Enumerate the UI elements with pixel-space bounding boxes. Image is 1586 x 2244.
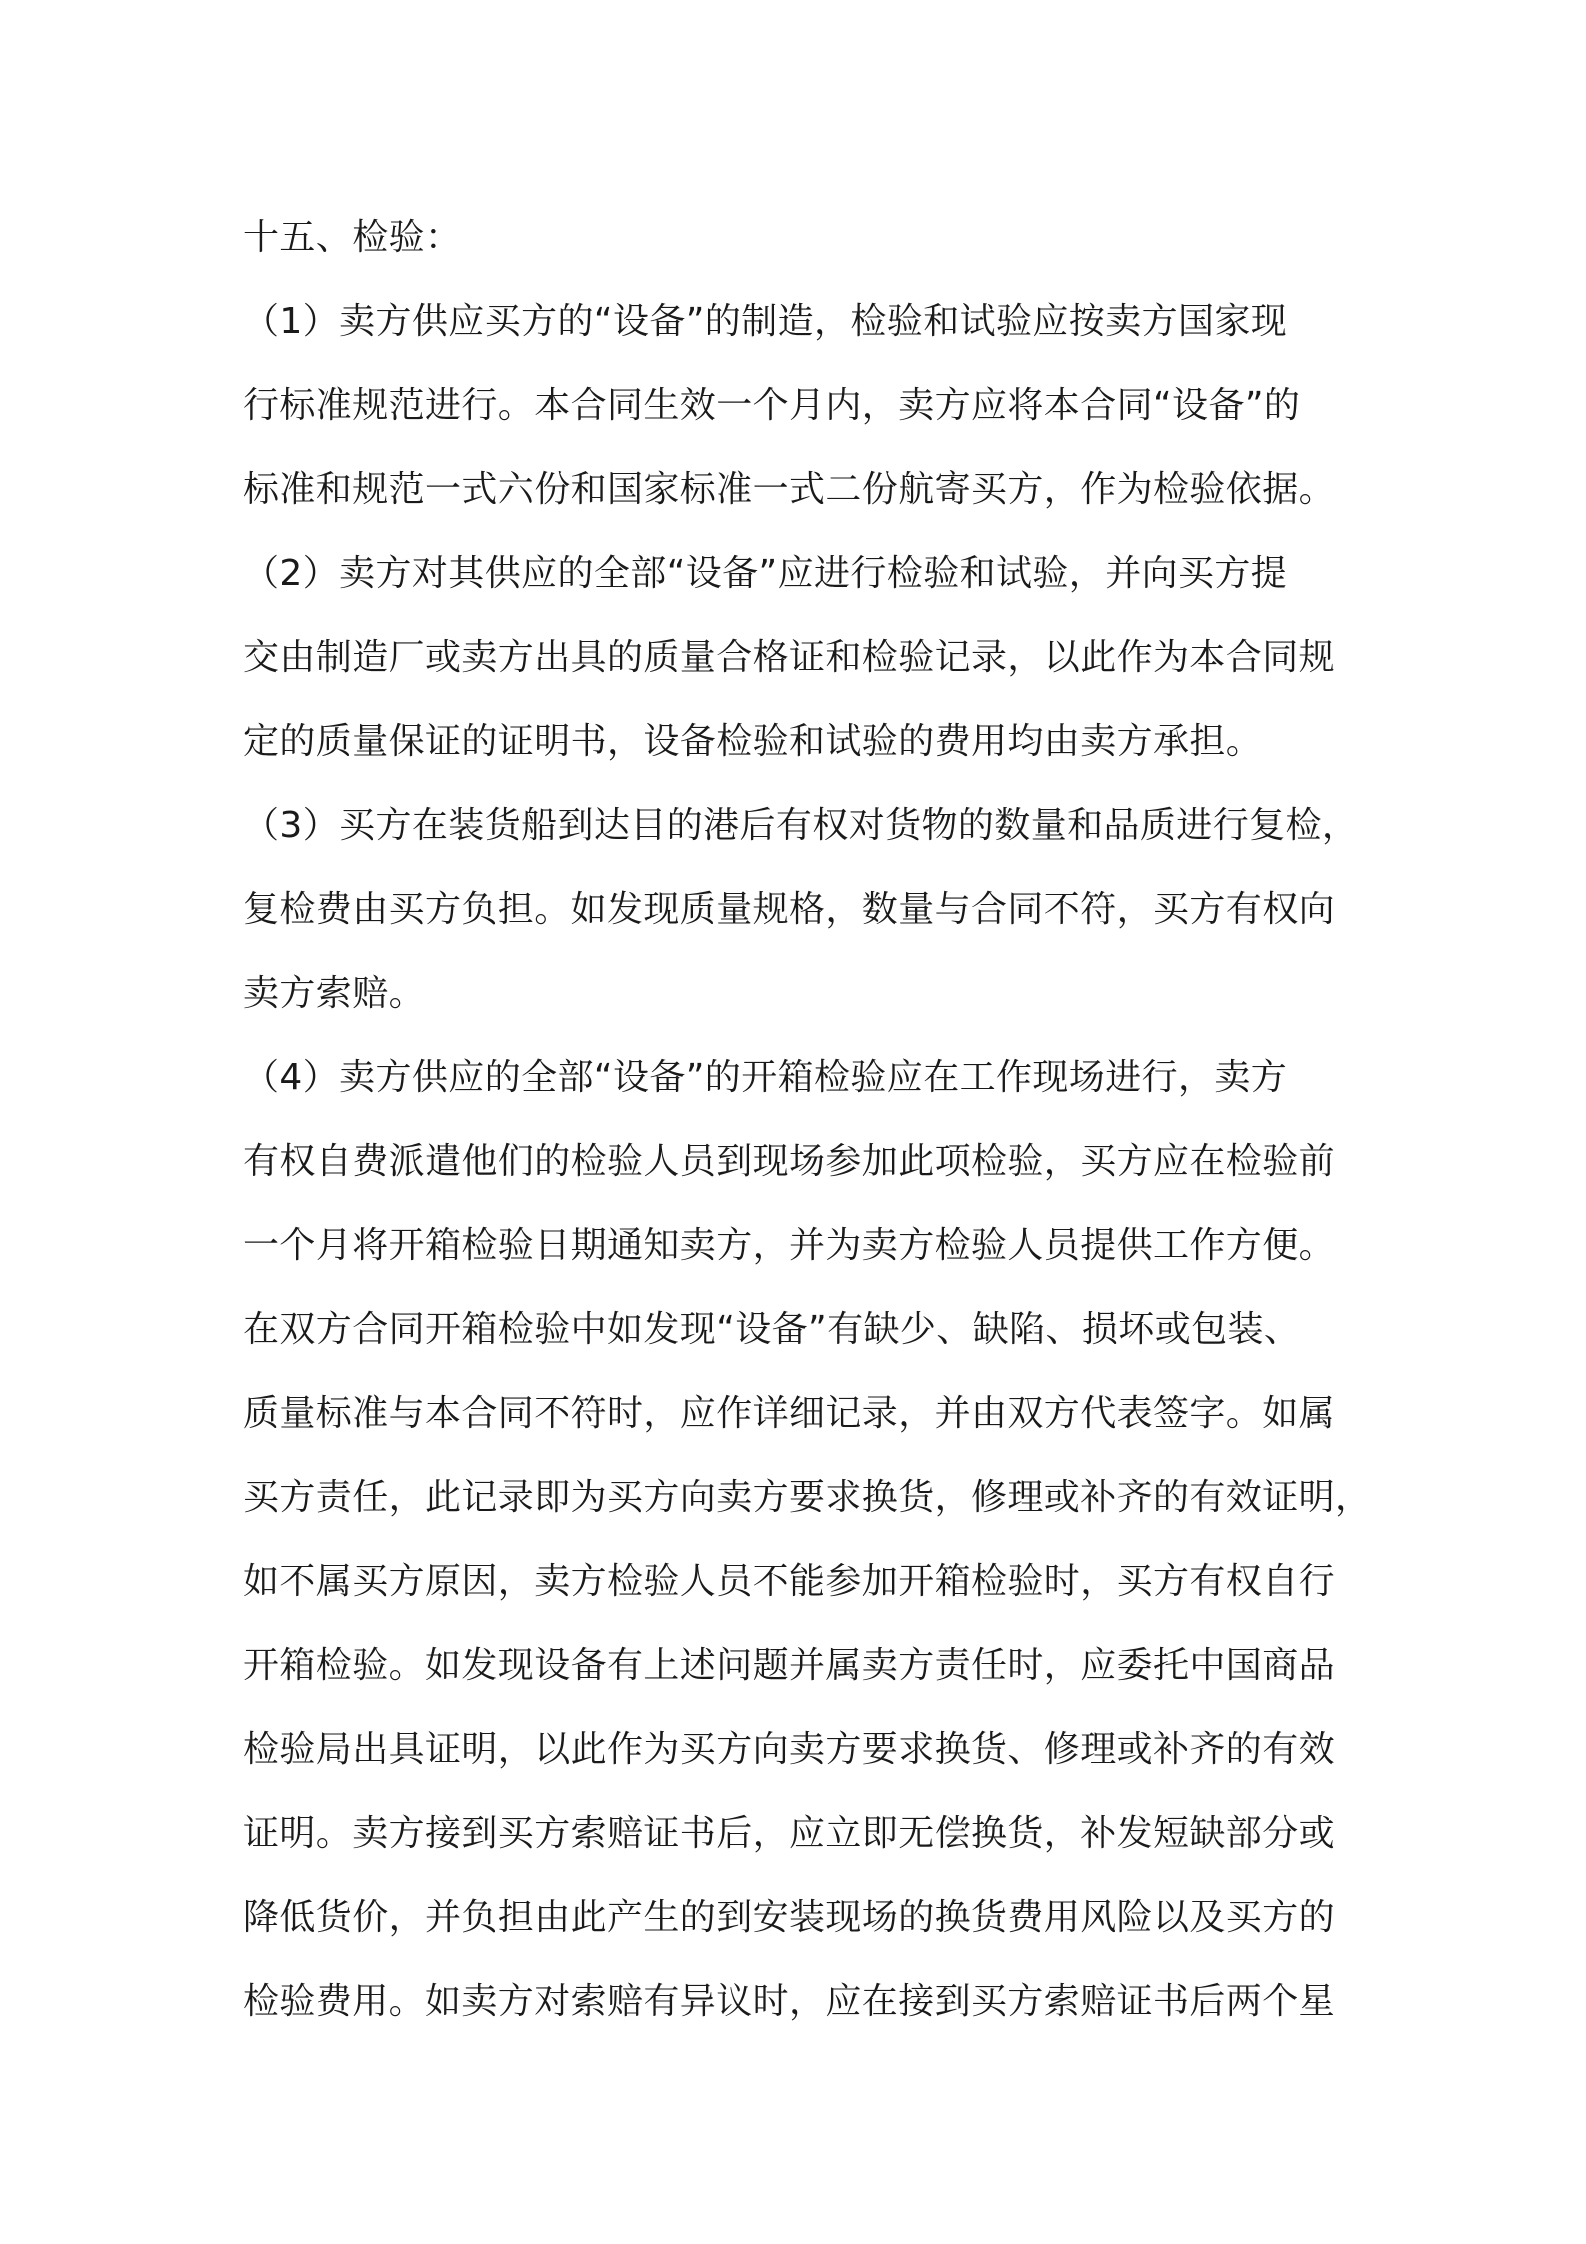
text-line: 买方责任，此记录即为买方向卖方要求换货，修理或补齐的有效证明， bbox=[243, 1477, 1372, 1518]
paragraph-3 bbox=[243, 784, 1363, 1036]
text-line: （1）卖方供应买方的“设备”的制造，检验和试验应按卖方国家现 bbox=[243, 301, 1288, 342]
paragraph-1 bbox=[243, 280, 1363, 532]
text-line: （4）卖方供应的全部“设备”的开箱检验应在工作现场进行，卖方 bbox=[243, 1057, 1288, 1098]
text-line: 质量标准与本合同不符时，应作详细记录，并由双方代表签字。如属 bbox=[243, 1393, 1336, 1434]
text-line: 行标准规范进行。本合同生效一个月内，卖方应将本合同“设备”的 bbox=[243, 385, 1301, 426]
text-line: 卖方索赔。 bbox=[243, 973, 426, 1014]
paragraph-2 bbox=[243, 532, 1363, 784]
text-line: 交由制造厂或卖方出具的质量合格证和检验记录，以此作为本合同规 bbox=[243, 637, 1336, 678]
text-line: 一个月将开箱检验日期通知卖方，并为卖方检验人员提供工作方便。 bbox=[243, 1225, 1336, 1266]
text-line: 开箱检验。如发现设备有上述问题并属卖方责任时，应委托中国商品 bbox=[243, 1645, 1336, 1686]
text-line: 复检费由买方负担。如发现质量规格，数量与合同不符，买方有权向 bbox=[243, 889, 1336, 930]
text-line: 标准和规范一式六份和国家标准一式二份航寄买方，作为检验依据。 bbox=[243, 469, 1336, 510]
text-line: （3）买方在装货船到达目的港后有权对货物的数量和品质进行复检， bbox=[243, 805, 1359, 846]
document-body bbox=[243, 196, 1372, 2044]
text-line: 检验局出具证明，以此作为买方向卖方要求换货、修理或补齐的有效 bbox=[243, 1729, 1336, 1770]
text-line: 如不属买方原因，卖方检验人员不能参加开箱检验时，买方有权自行 bbox=[243, 1561, 1336, 1602]
text-line: 降低货价，并负担由此产生的到安装现场的换货费用风险以及买方的 bbox=[243, 1897, 1336, 1938]
text-line: 检验费用。如卖方对索赔有异议时，应在接到买方索赔证书后两个星 bbox=[243, 1981, 1336, 2022]
text-line: 证明。卖方接到买方索赔证书后，应立即无偿换货，补发短缺部分或 bbox=[243, 1813, 1336, 1854]
paragraph-4 bbox=[243, 1036, 1372, 2044]
text-line: 在双方合同开箱检验中如发现“设备”有缺少、缺陷、损坏或包装、 bbox=[243, 1309, 1301, 1350]
text-line: （2）卖方对其供应的全部“设备”应进行检验和试验，并向买方提 bbox=[243, 553, 1288, 594]
text-line: 定的质量保证的证明书，设备检验和试验的费用均由卖方承担。 bbox=[243, 721, 1263, 762]
section-heading: 十五、检验： bbox=[243, 217, 462, 258]
text-line: 有权自费派遣他们的检验人员到现场参加此项检验，买方应在检验前 bbox=[243, 1141, 1336, 1182]
